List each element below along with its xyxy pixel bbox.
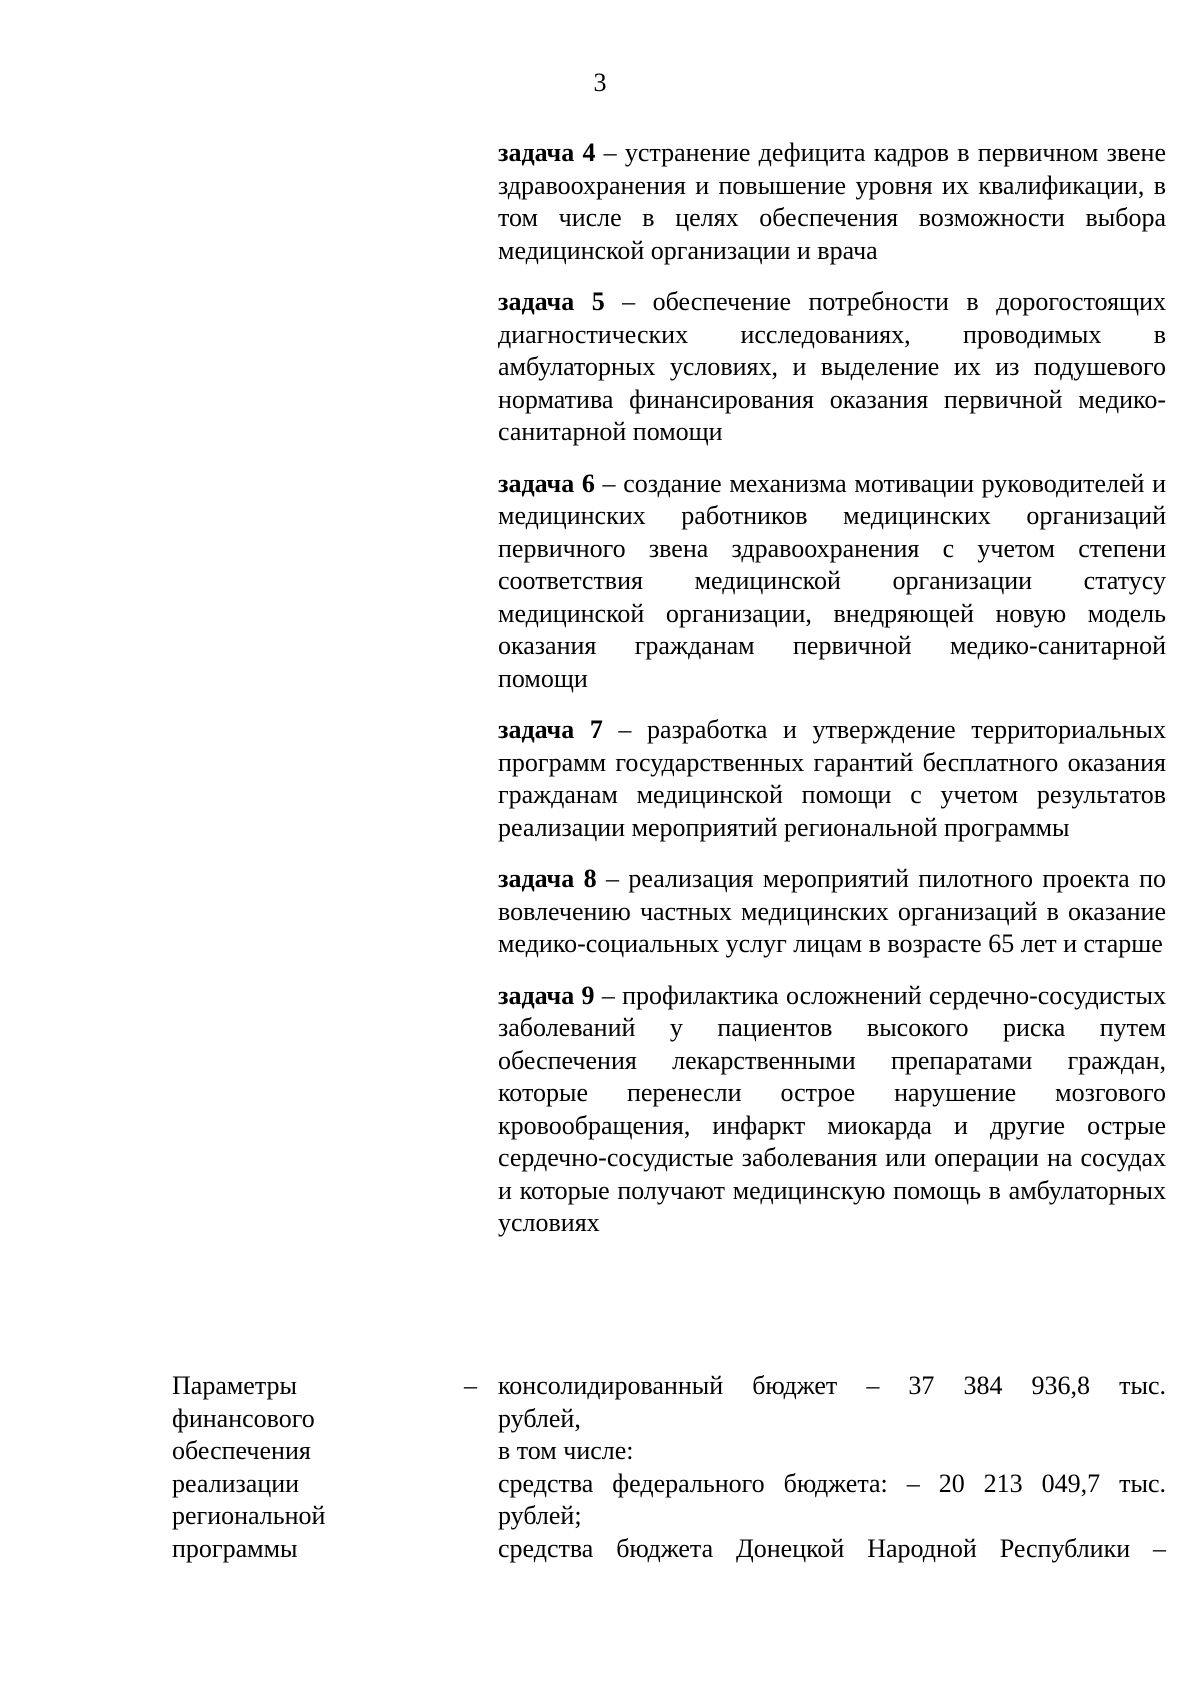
task-6-text: – создание механизма мотивации руководителей и медицинских работников медицинских организаций первичного звена здравоохранения с учетом степени соответствия медицинской организации статусу медицинской организации, внедряющей новую модель оказания гражданам первичной медико-санитарной помощи [498,468,1166,693]
task-6 [498,468,1166,696]
financing-text [498,1370,1166,1565]
federal-budget-line: средства федерального бюджета: – 20 213 049,7 тыс. [498,1468,1166,1498]
financing-label-line: Параметры [172,1371,297,1400]
financing-label-line: финансового [172,1403,315,1433]
page-number: 3 [593,68,607,97]
task-4-label: задача 4 [498,138,596,167]
republic-budget-line: средства бюджета Донецкой Народной Республики – [498,1533,1166,1563]
financing-label-line: реализации [172,1468,300,1498]
task-9-text: – профилактика осложнений сердечно-сосудистых заболеваний у пациентов высокого риска путем обеспечения лекарственными препаратами граждан, которые перенесли острое нарушение мозгового кровообращения, инфаркт миокарда и другие острые сердечно-сосудистые заболевания или операции на сосудах и которые получают медицинскую помощь в амбулаторных условиях [498,980,1166,1237]
task-7-text: – разработка и утверждение территориальных программ государственных гарантий бесплатного оказания гражданам медицинской помощи с учетом результатов реализации мероприятий региональной программы [498,715,1166,842]
financing-label-line: программы [172,1533,298,1563]
task-8-label: задача 8 [498,864,597,893]
task-9-label: задача 9 [498,980,595,1010]
task-8-text: – реализация мероприятий пилотного проекта по вовлечению частных медицинских организаций в оказание медико-социальных услуг лицам в возрасте 65 лет и старше [498,864,1166,958]
federal-budget-unit: рублей; [498,1501,582,1530]
task-8 [498,863,1166,961]
financing-label [172,1370,472,1565]
task-5 [498,286,1166,449]
task-4-text: – устранение дефицита кадров в первичном звене здравоохранения и повышение уровня их квалификации, в том числе в целях обеспечения возможности выбора медицинской организации и врача [498,138,1166,265]
financing-label-line: региональной [172,1501,326,1530]
task-6-label: задача 6 [498,468,595,498]
task-4 [498,137,1166,267]
consolidated-budget-line: консолидированный бюджет – 37 384 936,8 тыс. [498,1371,1166,1400]
task-9 [498,980,1166,1240]
task-7 [498,714,1166,844]
consolidated-budget-unit: рублей, [498,1403,581,1433]
task-7-label: задача 7 [498,715,603,744]
including-label: в том числе: [498,1436,634,1465]
task-5-label: задача 5 [498,287,605,316]
tasks-list [498,137,1166,1240]
financing-label-line: обеспечения [172,1436,311,1465]
task-5-text: – обеспечение потребности в дорогостоящих диагностических исследованиях, проводимых в амбулаторных условиях, и выделение их из подушевого норматива финансирования оказания первичной медико-санитарной помощи [498,287,1166,446]
financing-dash: – [464,1371,477,1400]
